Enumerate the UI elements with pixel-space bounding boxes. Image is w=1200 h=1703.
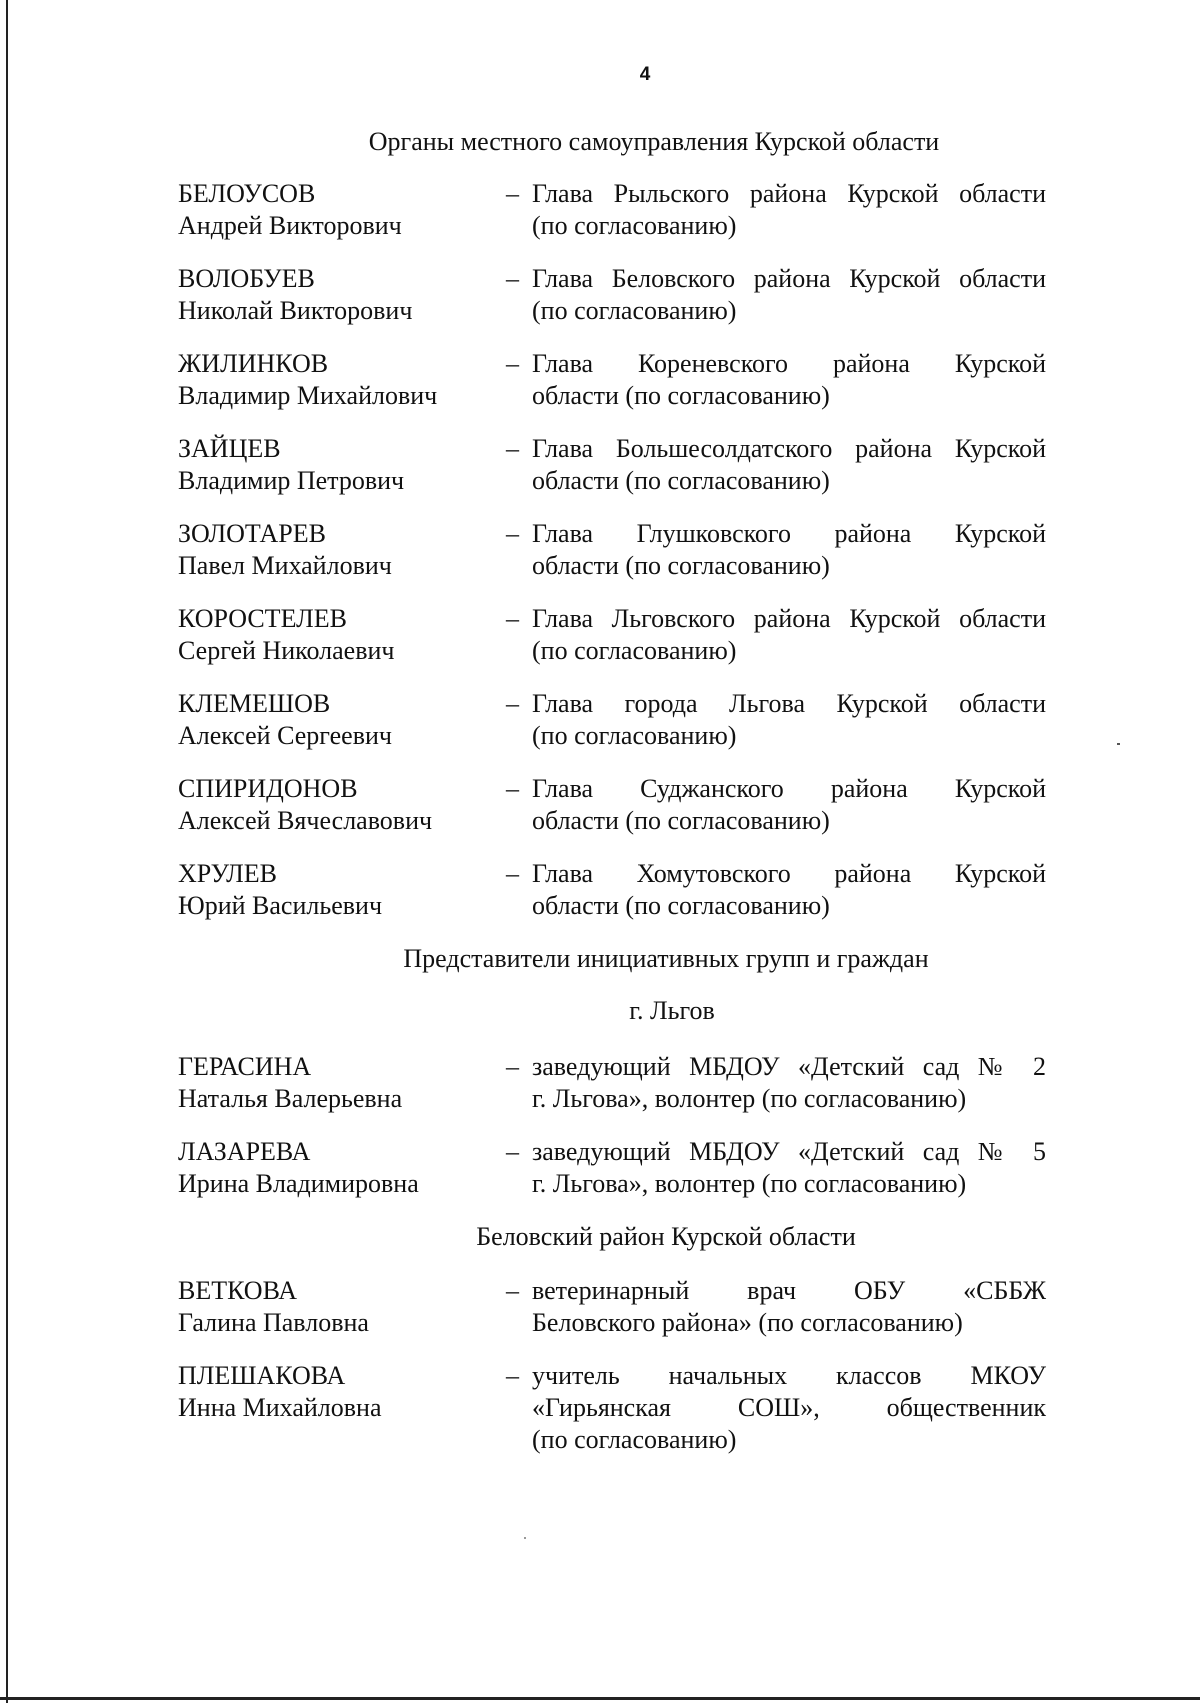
member-given-names: Павел Михайлович [178, 551, 392, 580]
member-person [178, 773, 506, 837]
member-person [178, 1136, 506, 1200]
dash-separator: – [506, 349, 519, 378]
member-surname: ЗАЙЦЕВ [178, 434, 281, 463]
member-entry [178, 518, 1046, 582]
role-line: Глава Суджанского района Курской [532, 774, 1046, 803]
member-role [532, 518, 1046, 582]
member-person [178, 688, 506, 752]
dash-separator: – [506, 1052, 519, 1081]
member-given-names: Ирина Владимировна [178, 1169, 419, 1198]
role-line: заведующий МБДОУ «Детский сад № 2 [532, 1052, 1046, 1081]
dash-separator: – [506, 859, 519, 888]
dash-separator: – [506, 1361, 519, 1390]
role-line: заведующий МБДОУ «Детский сад № 5 [532, 1137, 1046, 1166]
member-given-names: Владимир Михайлович [178, 381, 438, 410]
role-line: (по согласованию) [532, 636, 737, 665]
member-surname: ГЕРАСИНА [178, 1052, 312, 1081]
member-entry [178, 1051, 1046, 1115]
member-entry [178, 1360, 1046, 1456]
member-person [178, 603, 506, 667]
member-person [178, 263, 506, 327]
member-given-names: Юрий Васильевич [178, 891, 383, 920]
member-given-names: Сергей Николаевич [178, 636, 395, 665]
member-person [178, 178, 506, 242]
member-person [178, 348, 506, 412]
page-number: 4 [639, 64, 651, 85]
role-line: (по согласованию) [532, 721, 737, 750]
section-heading: Органы местного самоуправления Курской области [368, 127, 940, 156]
dash-separator: – [506, 1276, 519, 1305]
member-role [532, 603, 1046, 667]
role-line: (по согласованию) [532, 296, 737, 325]
dash-separator: – [506, 434, 519, 463]
member-surname: СПИРИДОНОВ [178, 774, 358, 803]
member-surname: ЛАЗАРЕВА [178, 1137, 311, 1166]
member-role [532, 1360, 1046, 1456]
dash-separator: – [506, 264, 519, 293]
member-entry [178, 858, 1046, 922]
entry-list [178, 178, 1046, 922]
member-given-names: Наталья Валерьевна [178, 1084, 403, 1113]
member-entry [178, 773, 1046, 837]
member-entry [178, 433, 1046, 497]
section-subheading: г. Льгов [629, 996, 715, 1025]
member-entry [178, 348, 1046, 412]
role-line: г. Льгова», волонтер (по согласованию) [532, 1169, 967, 1198]
role-line: Глава Льговского района Курской области [532, 604, 1046, 633]
role-line: Глава Большесолдатского района Курской [532, 434, 1046, 463]
member-role [532, 688, 1046, 752]
member-person [178, 858, 506, 922]
scan-edge-bottom [0, 1697, 1200, 1700]
role-line: (по согласованию) [532, 211, 737, 240]
member-entry [178, 178, 1046, 242]
role-line: ветеринарный врач ОБУ «СББЖ [532, 1276, 1046, 1305]
member-surname: ПЛЕШАКОВА [178, 1361, 346, 1390]
member-role [532, 858, 1046, 922]
dash-separator: – [506, 179, 519, 208]
role-line: Глава Хомутовского района Курской [532, 859, 1046, 888]
document-body [178, 126, 1046, 1477]
member-role [532, 348, 1046, 412]
section-heading: Представители инициативных групп и граждан [403, 944, 929, 973]
member-given-names: Владимир Петрович [178, 466, 405, 495]
member-role [532, 773, 1046, 837]
member-surname: ЗОЛОТАРЕВ [178, 519, 326, 548]
member-surname: БЕЛОУСОВ [178, 179, 316, 208]
scan-speck [1117, 743, 1120, 745]
member-surname: ВОЛОБУЕВ [178, 264, 315, 293]
entry-list [178, 1051, 1046, 1200]
member-entry [178, 688, 1046, 752]
role-line: Глава Глушковского района Курской [532, 519, 1046, 548]
member-person [178, 518, 506, 582]
dash-separator: – [506, 604, 519, 633]
member-given-names: Андрей Викторович [178, 211, 402, 240]
role-line: области (по согласованию) [532, 466, 830, 495]
member-surname: ЖИЛИНКОВ [178, 349, 329, 378]
member-person [178, 1051, 506, 1115]
member-given-names: Алексей Вячеславович [178, 806, 433, 835]
member-entry [178, 1275, 1046, 1339]
role-line: г. Льгова», волонтер (по согласованию) [532, 1084, 967, 1113]
scan-edge-left [6, 0, 8, 1703]
member-role [532, 178, 1046, 242]
dash-separator: – [506, 519, 519, 548]
member-entry [178, 603, 1046, 667]
role-line: Беловского района» (по согласованию) [532, 1308, 963, 1337]
role-line: области (по согласованию) [532, 891, 830, 920]
member-surname: ХРУЛЕВ [178, 859, 277, 888]
member-role [532, 1136, 1046, 1200]
member-role [532, 1051, 1046, 1115]
role-line: (по согласованию) [532, 1425, 737, 1454]
scan-speck [524, 1537, 526, 1539]
role-line: Глава Рыльского района Курской области [532, 179, 1046, 208]
role-line: области (по согласованию) [532, 381, 830, 410]
role-line: учитель начальных классов МКОУ [532, 1361, 1046, 1390]
member-role [532, 263, 1046, 327]
role-line: Глава Беловского района Курской области [532, 264, 1046, 293]
member-role [532, 433, 1046, 497]
dash-separator: – [506, 1137, 519, 1166]
section-heading: Беловский район Курской области [476, 1222, 856, 1251]
role-line: Глава Кореневского района Курской [532, 349, 1046, 378]
member-surname: ВЕТКОВА [178, 1276, 298, 1305]
member-person [178, 1275, 506, 1339]
member-given-names: Инна Михайловна [178, 1393, 382, 1422]
role-line: «Гирьянская СОШ», общественник [532, 1393, 1046, 1422]
member-person [178, 433, 506, 497]
member-given-names: Галина Павловна [178, 1308, 369, 1337]
member-given-names: Алексей Сергеевич [178, 721, 392, 750]
role-line: области (по согласованию) [532, 806, 830, 835]
member-surname: КЛЕМЕШОВ [178, 689, 331, 718]
member-entry [178, 263, 1046, 327]
dash-separator: – [506, 689, 519, 718]
member-role [532, 1275, 1046, 1339]
role-line: области (по согласованию) [532, 551, 830, 580]
role-line: Глава города Льгова Курской области [532, 689, 1046, 718]
member-given-names: Николай Викторович [178, 296, 413, 325]
member-person [178, 1360, 506, 1456]
dash-separator: – [506, 774, 519, 803]
member-entry [178, 1136, 1046, 1200]
member-surname: КОРОСТЕЛЕВ [178, 604, 347, 633]
entry-list [178, 1275, 1046, 1456]
